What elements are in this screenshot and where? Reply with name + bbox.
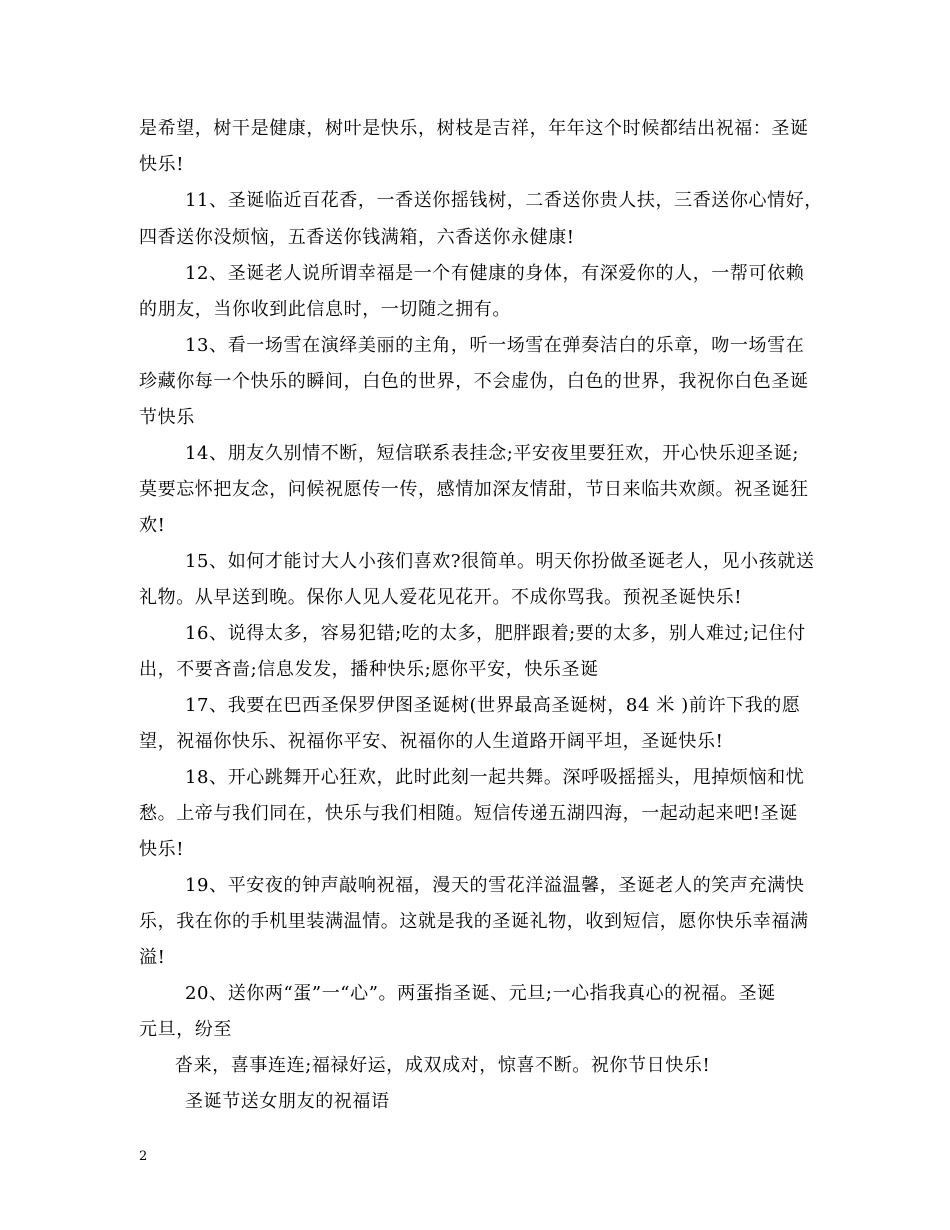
- text-line: 礼物。从早送到晚。保你人见人爱花见花开。不成你骂我。预祝圣诞快乐!: [139, 587, 743, 608]
- text-line: 四香送你没烦恼，五香送你钱满箱，六香送你永健康!: [139, 227, 575, 248]
- text-line: 愁。上帝与我们同在，快乐与我们相随。短信传递五湖四海，一起动起来吧!圣诞: [139, 803, 798, 824]
- text-line: 18、开心跳舞开心狂欢，此时此刻一起共舞。深呼吸摇摇头，甩掉烦恼和忧: [185, 767, 805, 788]
- text-line: 元旦，纷至: [139, 1019, 232, 1040]
- text-line: 望，祝福你快乐、祝福你平安、祝福你的人生道路开阔平坦，圣诞快乐!: [139, 731, 724, 752]
- text-line: 溢!: [139, 947, 166, 968]
- section-heading: 圣诞节送女朋友的祝福语: [185, 1091, 390, 1112]
- text-line: 乐，我在你的手机里装满温情。这就是我的圣诞礼物，收到短信，愿你快乐幸福满: [139, 911, 809, 932]
- text-line: 欢!: [139, 515, 166, 536]
- text-line: 17、我要在巴西圣保罗伊图圣诞树(世界最高圣诞树，84 米 )前许下我的愿: [185, 695, 801, 716]
- page-number: 2: [139, 1149, 148, 1164]
- text-line: 快乐!: [139, 839, 185, 860]
- text-line: 14、朋友久别情不断，短信联系表挂念;平安夜里要狂欢，开心快乐迎圣诞;: [185, 443, 800, 464]
- text-line: 11、圣诞临近百花香，一香送你摇钱树，二香送你贵人扶，三香送你心情好，: [185, 190, 823, 211]
- text-line: 12、圣诞老人说所谓幸福是一个有健康的身体，有深爱你的人，一帮可依赖: [185, 263, 805, 284]
- text-line: 节快乐: [139, 407, 195, 428]
- text-line: 快乐!: [139, 154, 185, 175]
- text-line: 出，不要吝啬;信息发发，播种快乐;愿你平安，快乐圣诞: [139, 659, 599, 680]
- text-line: 莫要忘怀把友念，问候祝愿传一传，感情加深友情甜，节日来临共欢颜。祝圣诞狂: [139, 479, 809, 500]
- text-line: 19、平安夜的钟声敲响祝福，漫天的雪花洋溢温馨，圣诞老人的笑声充满快: [185, 875, 805, 896]
- text-line: 15、如何才能讨大人小孩们喜欢?很简单。明天你扮做圣诞老人，见小孩就送: [185, 551, 815, 572]
- text-line: 是希望，树干是健康，树叶是快乐，树枝是吉祥，年年这个时候都结出祝福：圣诞: [139, 118, 809, 139]
- text-line: 的朋友，当你收到此信息时，一切随之拥有。: [139, 299, 511, 320]
- text-line: 沓来，喜事连连;福禄好运，成双成对，惊喜不断。祝你节日快乐!: [175, 1055, 711, 1076]
- text-line: 13、看一场雪在演绎美丽的主角，听一场雪在弹奏洁白的乐章，吻一场雪在: [185, 335, 805, 356]
- text-line: 珍藏你每一个快乐的瞬间，白色的世界，不会虚伪，白色的世界，我祝你白色圣诞: [139, 371, 809, 392]
- text-line: 20、送你两“蛋”一“心”。两蛋指圣诞、元旦;一心指我真心的祝福。圣诞: [185, 983, 776, 1004]
- text-line: 16、说得太多，容易犯错;吃的太多，肥胖跟着;要的太多，别人难过;记住付: [185, 623, 806, 644]
